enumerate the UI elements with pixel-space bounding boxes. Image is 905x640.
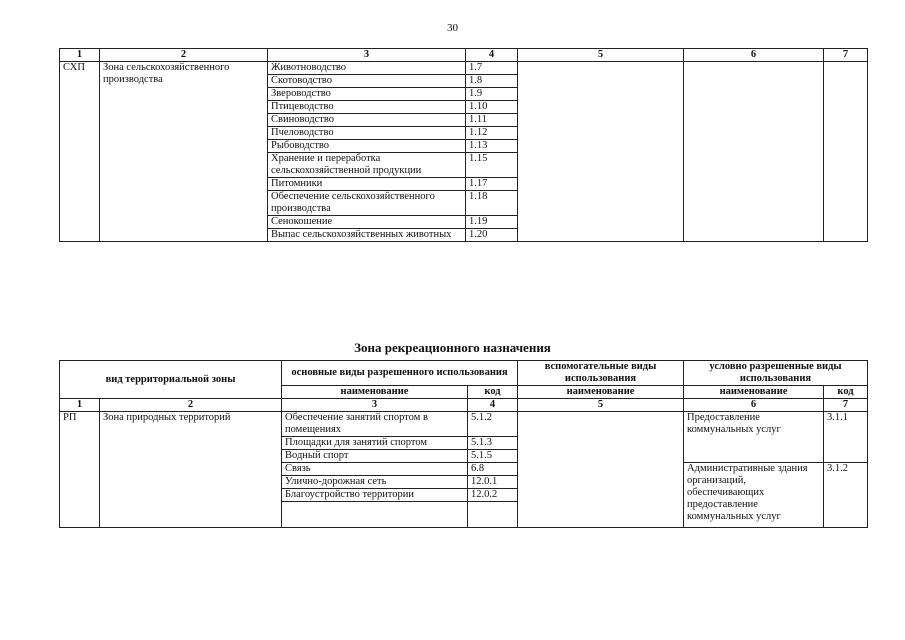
use-code: 1.17	[466, 178, 518, 191]
use-name: Скотоводство	[268, 75, 466, 88]
use-code: 12.0.1	[468, 476, 518, 489]
use-name: Рыбоводство	[268, 140, 466, 153]
use-code: 1.19	[466, 216, 518, 229]
use-code: 1.9	[466, 88, 518, 101]
table-row	[60, 62, 868, 75]
use-name: Животноводство	[268, 62, 466, 75]
col-num: 2	[100, 49, 268, 62]
cond-uses-header: условно разрешенные виды использования	[684, 361, 868, 386]
use-name: Улично-дорожная сеть	[282, 476, 468, 489]
recreation-zone-table	[59, 360, 868, 528]
use-name: Площадки для занятий спортом	[282, 437, 468, 450]
cond-use-code: 3.1.1	[824, 412, 868, 463]
use-name: Пчеловодство	[268, 127, 466, 140]
col-num: 5	[518, 399, 684, 412]
use-code: 1.20	[466, 229, 518, 242]
col-num: 2	[100, 399, 282, 412]
cond-uses-cell	[684, 62, 824, 242]
col-num: 5	[518, 49, 684, 62]
use-name: Свиноводство	[268, 114, 466, 127]
col-num: 1	[60, 49, 100, 62]
main-uses-header: основные виды разрешенного использования	[282, 361, 518, 386]
aux-uses-cell	[518, 412, 684, 528]
empty-cell	[282, 502, 468, 528]
use-name: Обеспечение занятий спортом в помещениях	[282, 412, 468, 437]
code-header: код	[468, 386, 518, 399]
use-name: Водный спорт	[282, 450, 468, 463]
aux-uses-cell	[518, 62, 684, 242]
use-name: Благоустройство территории	[282, 489, 468, 502]
use-code: 1.8	[466, 75, 518, 88]
col-num: 4	[468, 399, 518, 412]
use-name: Птицеводство	[268, 101, 466, 114]
use-name: Питомники	[268, 178, 466, 191]
cond-use-name: Административные здания организаций, обеспечивающих предоставление коммунальных услуг	[684, 463, 824, 528]
code-header: код	[824, 386, 868, 399]
zone-code: РП	[60, 412, 100, 528]
empty-cell	[468, 502, 518, 528]
col-num: 3	[282, 399, 468, 412]
col-num: 6	[684, 49, 824, 62]
column-number-row	[60, 49, 868, 62]
table-row	[60, 412, 868, 437]
col-num: 4	[466, 49, 518, 62]
use-code: 5.1.2	[468, 412, 518, 437]
header-row	[60, 361, 868, 386]
use-code: 1.12	[466, 127, 518, 140]
name-header: наименование	[684, 386, 824, 399]
zone-type-header: вид территориальной зоны	[60, 361, 282, 399]
col-num: 1	[60, 399, 100, 412]
agricultural-zone-table	[59, 48, 868, 242]
use-name: Хранение и переработка сельскохозяйственной продукции	[268, 153, 466, 178]
use-code: 6.8	[468, 463, 518, 476]
zone-name: Зона сельскохозяйственного производства	[100, 62, 268, 242]
zone-name: Зона природных территорий	[100, 412, 282, 528]
cond-code-cell	[824, 62, 868, 242]
column-number-row	[60, 399, 868, 412]
col-num: 7	[824, 49, 868, 62]
use-code: 5.1.5	[468, 450, 518, 463]
col-num: 6	[684, 399, 824, 412]
use-code: 12.0.2	[468, 489, 518, 502]
use-name: Звероводство	[268, 88, 466, 101]
col-num: 7	[824, 399, 868, 412]
use-code: 1.11	[466, 114, 518, 127]
use-code: 1.7	[466, 62, 518, 75]
use-name: Сенокошение	[268, 216, 466, 229]
use-code: 5.1.3	[468, 437, 518, 450]
cond-use-code: 3.1.2	[824, 463, 868, 528]
section-title: Зона рекреационного назначения	[354, 340, 551, 355]
col-num: 3	[268, 49, 466, 62]
aux-uses-header: вспомогательные виды использования	[518, 361, 684, 386]
use-code: 1.15	[466, 153, 518, 178]
name-header: наименование	[282, 386, 468, 399]
use-code: 1.18	[466, 191, 518, 216]
page-number: 30	[447, 22, 458, 34]
cond-use-name: Предоставление коммунальных услуг	[684, 412, 824, 463]
use-name: Выпас сельскохозяйственных животных	[268, 229, 466, 242]
zone-code: СХП	[60, 62, 100, 242]
name-header: наименование	[518, 386, 684, 399]
use-code: 1.13	[466, 140, 518, 153]
use-name: Обеспечение сельскохозяйственного производства	[268, 191, 466, 216]
use-name: Связь	[282, 463, 468, 476]
use-code: 1.10	[466, 101, 518, 114]
